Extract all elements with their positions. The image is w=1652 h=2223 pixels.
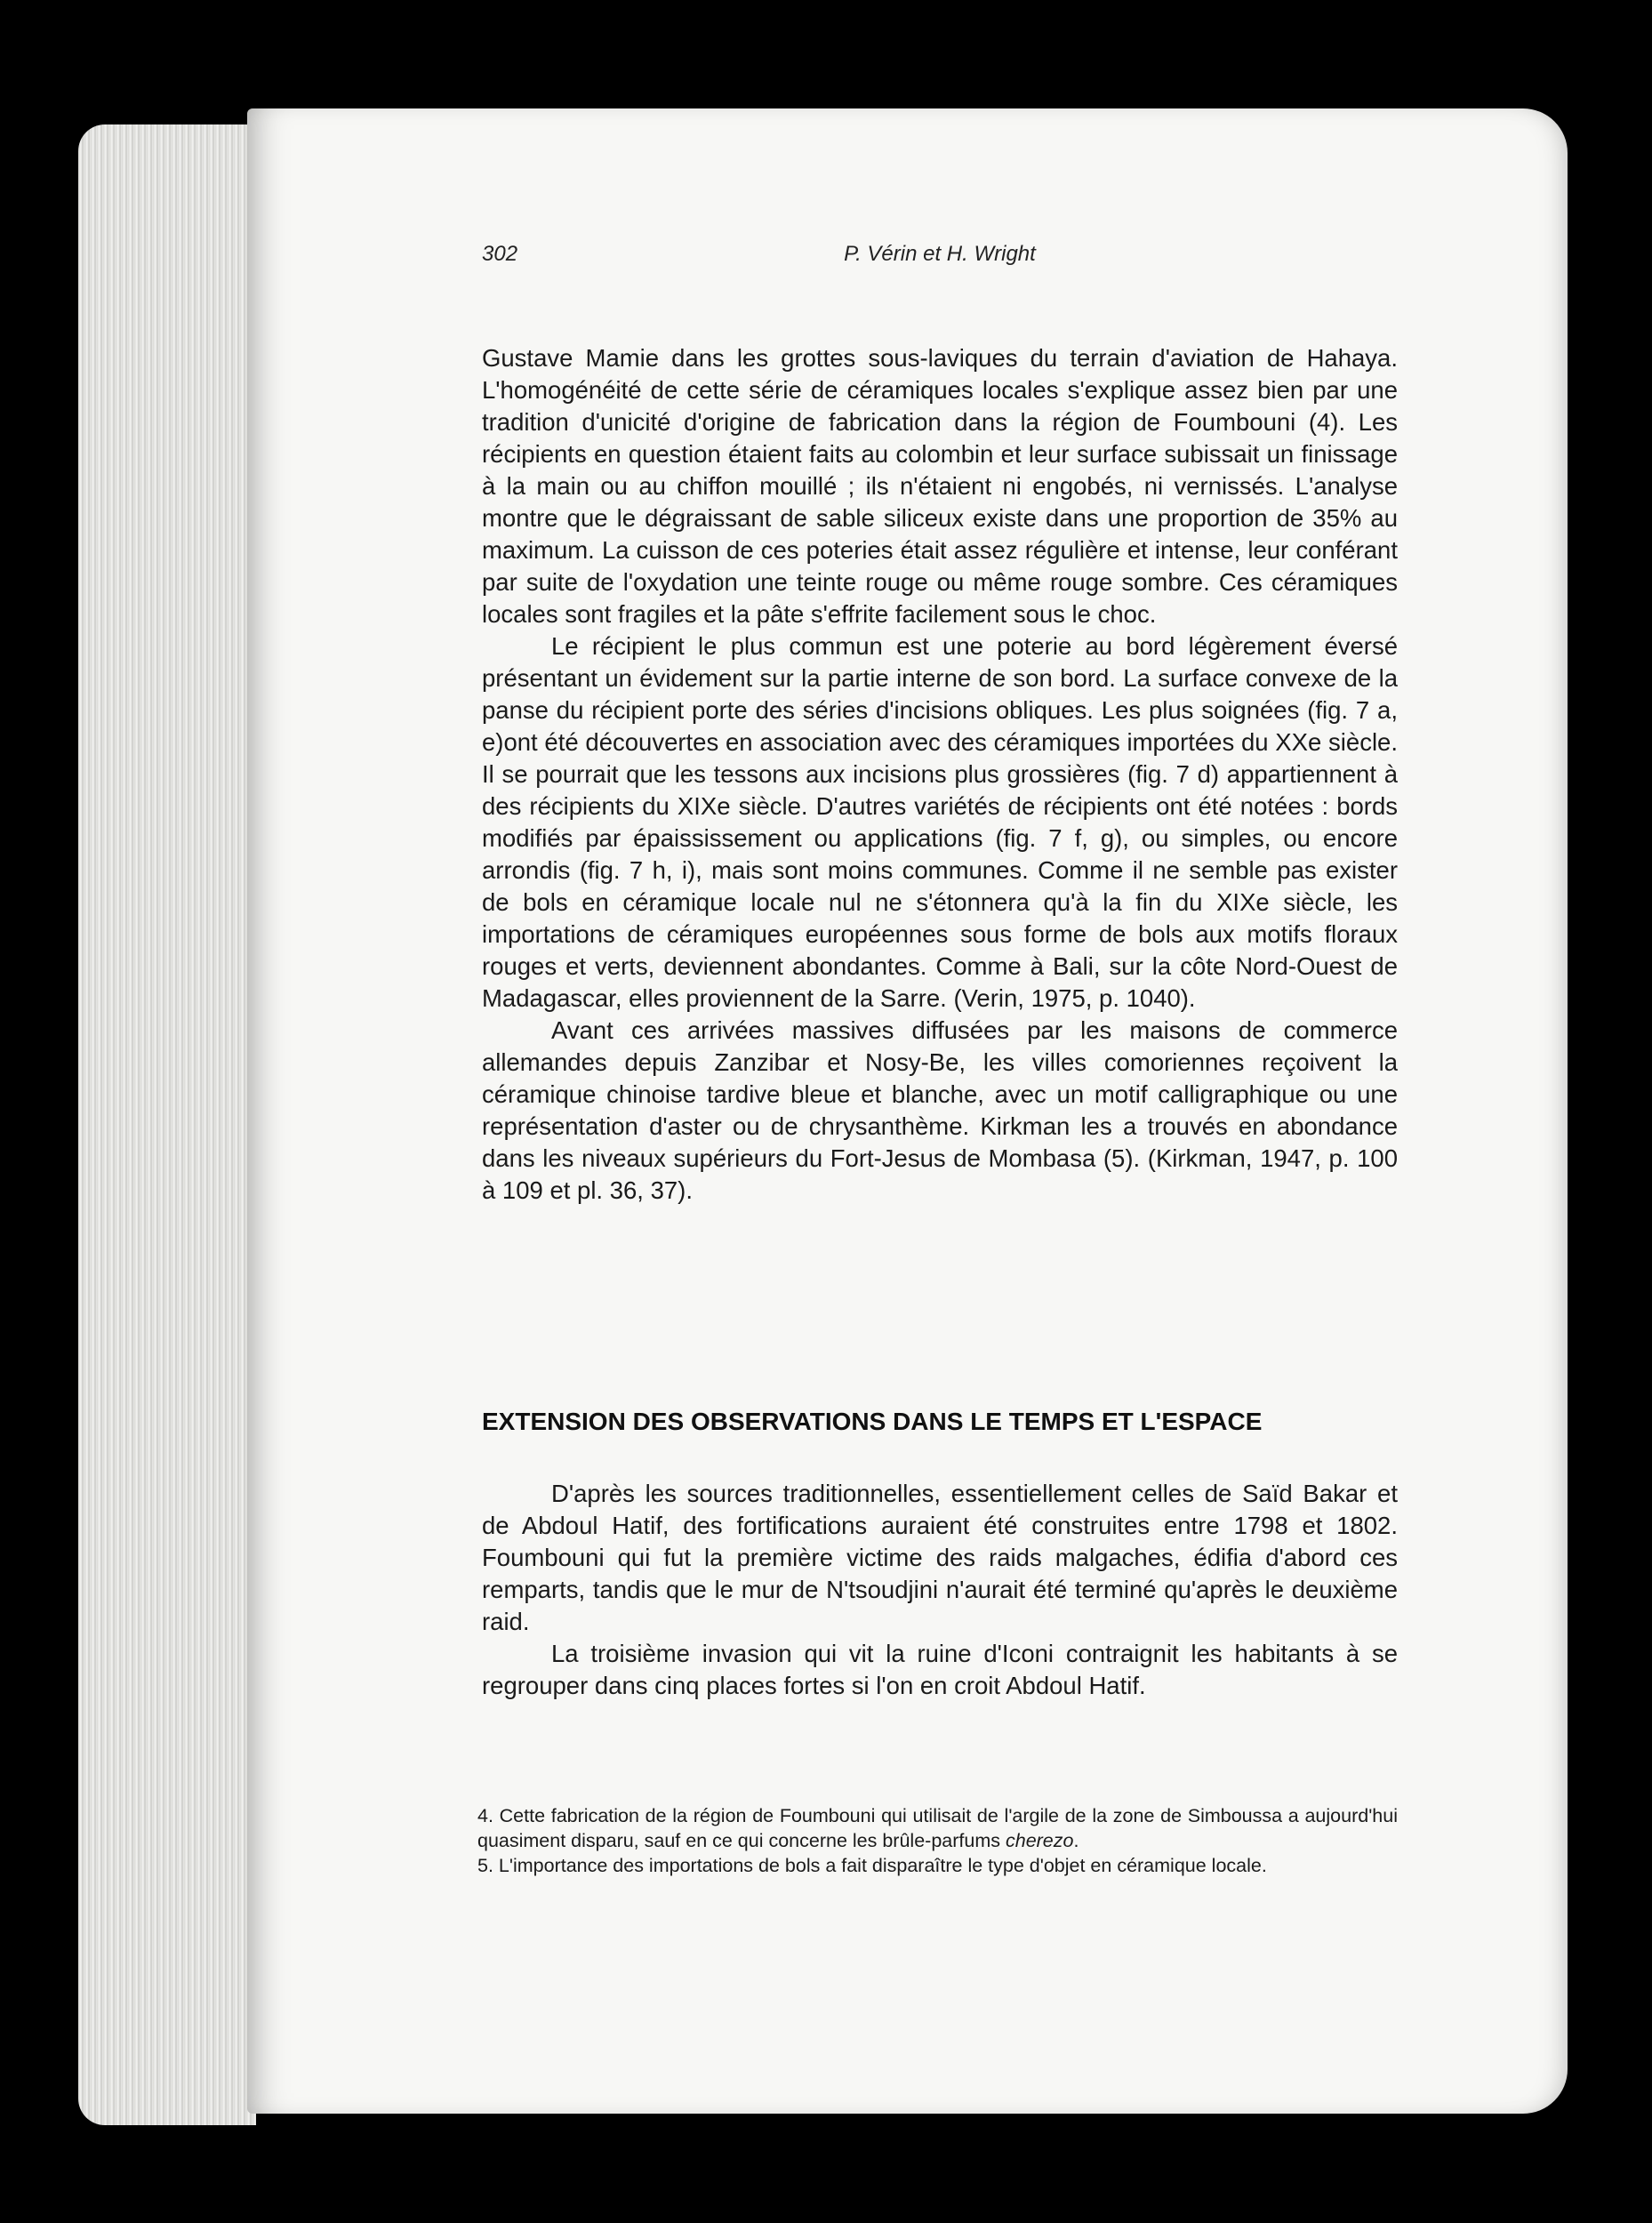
footnote-4-italic: cherezo: [1005, 1830, 1074, 1851]
paragraph-3: Avant ces arrivées massives diffusées par les maisons de commerce allemandes depuis Zanzibar et Nosy-Be, les villes comoriennes reçoivent la céramique chinoise tardive bleue et blanche, avec un motif calligraphique ou une représentation d'aster ou de chrysanthème. Kirkman les a trouvés en abondance dans les niveaux supérieurs du Fort-Jesus de Mombasa (5). (Kirkman, 1947, p. 100 à 109 et pl. 36, 37).: [482, 1016, 1398, 1204]
running-head: P. Vérin et H. Wright: [844, 242, 1036, 266]
section-heading: EXTENSION DES OBSERVATIONS DANS LE TEMPS ET L'ESPACE: [482, 1408, 1263, 1435]
book-page-edges: [78, 124, 256, 2125]
section-paragraph-2: La troisième invasion qui vit la ruine d'Iconi contraignit les habitants à se regrouper dans cinq places fortes si l'on en croit Abdoul Hatif.: [482, 1640, 1398, 1699]
section-paragraph-1: D'après les sources traditionnelles, essentiellement celles de Saïd Bakar et de Abdoul Hatif, des fortifications auraient été construites entre 1798 et 1802. Foumbouni qui fut la première victime des raids malgaches, édifia d'abord ces remparts, tandis que le mur de N'tsoudjini n'aurait été terminé qu'après le deuxième raid.: [482, 1480, 1398, 1635]
body-text: [482, 342, 1398, 1207]
footnote-4-text: 4. Cette fabrication de la région de Foumbouni qui utilisait de l'argile de la zone de Simboussa a aujourd'hui quasiment disparu, sauf en ce qui concerne les brûle-parfums: [477, 1805, 1398, 1851]
page-header: [482, 242, 1398, 274]
section-text: [482, 1478, 1398, 1702]
footnote-4: [477, 1803, 1398, 1853]
paragraph-1: Gustave Mamie dans les grottes sous-laviques du terrain d'aviation de Hahaya. L'homogénéité de cette série de céramiques locales s'explique assez bien par une tradition d'unicité d'origine de fabrication dans la région de Foumbouni (4). Les récipients en question étaient faits au colombin et leur surface subissait un finissage à la main ou au chiffon mouillé ; ils n'étaient ni engobés, ni vernissés. L'analyse montre que le dégraissant de sable siliceux existe dans une proportion de 35% au maximum. La cuisson de ces poteries était assez régulière et intense, leur conférant par suite de l'oxydation une teinte rouge ou même rouge sombre. Ces céramiques locales sont fragiles et la pâte s'effrite facilement sous le choc.: [482, 344, 1398, 628]
page-number: 302: [482, 242, 518, 266]
footnote-4-end: .: [1073, 1830, 1079, 1851]
footnote-5: 5. L'importance des importations de bols a fait disparaître le type d'objet en céramique locale.: [477, 1855, 1267, 1876]
footnotes: [477, 1803, 1398, 1878]
paragraph-2: Le récipient le plus commun est une poterie au bord légèrement éversé présentant un évidement sur la partie interne de son bord. La surface convexe de la panse du récipient porte des séries d'incisions obliques. Les plus soignées (fig. 7 a, e)ont été découvertes en association avec des céramiques importées du XXe siècle. Il se pourrait que les tessons aux incisions plus grossières (fig. 7 d) appartiennent à des récipients du XIXe siècle. D'autres variétés de récipients ont été notées : bords modifiés par épaississement ou applications (fig. 7 f, g), ou simples, ou encore arrondis (fig. 7 h, i), mais sont moins communes. Comme il ne semble pas exister de bols en céramique locale nul ne s'étonnera qu'à la fin du XIXe siècle, les importations de céramiques européennes sous forme de bols aux motifs floraux rouges et verts, deviennent abondantes. Comme à Bali, sur la côte Nord-Ouest de Madagascar, elles proviennent de la Sarre. (Verin, 1975, p. 1040).: [482, 632, 1398, 1012]
